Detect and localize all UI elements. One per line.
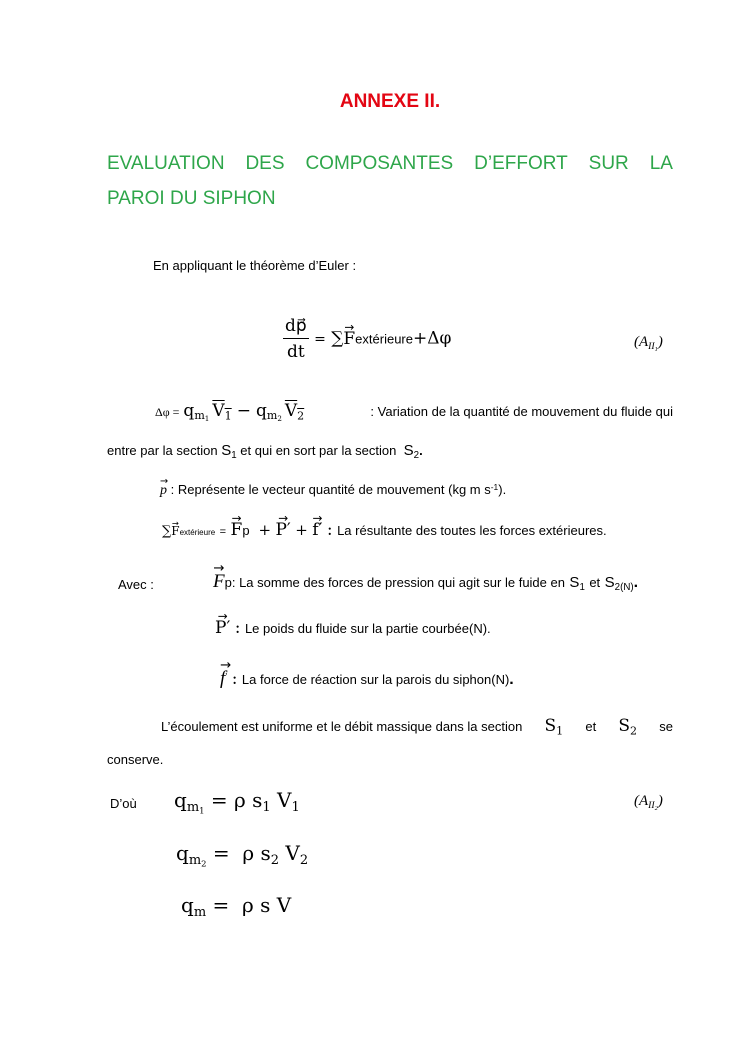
euler-equation [283, 316, 451, 362]
mass-flow-equation-2 [176, 841, 308, 868]
q-symbol: q [183, 401, 195, 421]
rhs: = ρ s V [212, 893, 292, 917]
v-sub: 1 [291, 799, 300, 815]
q-sub: m [194, 409, 205, 423]
fp-subscript: p [242, 523, 250, 538]
equation-label-1 [634, 334, 663, 353]
equals-sign: = [219, 526, 227, 538]
q-symbol: q [181, 893, 194, 917]
weight-vector: → P′ [215, 618, 230, 638]
s-sub: 2 [270, 852, 280, 868]
label-close: ) [657, 793, 663, 809]
colon: : [231, 669, 238, 689]
label-subsub: 2 [654, 804, 658, 812]
plus-sign: + [258, 521, 272, 539]
section-s1 [221, 442, 236, 459]
label-text: (A [634, 334, 649, 350]
dou-label: D’où [110, 796, 137, 811]
weight-vector: → P′ [275, 520, 290, 540]
v2-vector [285, 401, 304, 422]
s-sub: 1 [579, 581, 585, 593]
intro-text: En appliquant le théorème d’Euler : [153, 258, 357, 273]
q-subsub: 2 [277, 414, 282, 424]
avec-item-pressure [213, 571, 638, 593]
and-word: et [585, 719, 597, 734]
delta-description: : Variation de la quantité de mouvement du fluide qui [370, 404, 673, 419]
fraction-denominator: dt [286, 342, 305, 362]
q-subsub: 1 [204, 414, 210, 424]
text-part: entre par la section [107, 443, 218, 458]
s-sub: 1 [231, 449, 237, 461]
plus-sign: + [295, 521, 308, 539]
heading-line-2: PAROI DU SIPHON [107, 188, 276, 209]
s-sub: 1 [262, 799, 271, 815]
period: . [633, 574, 639, 591]
delta-lhs: Δφ = [155, 405, 180, 419]
q-sub: m [193, 904, 207, 920]
flow-text: se [659, 719, 673, 734]
reaction-description: La force de réaction sur la parois du siphon(N) [241, 672, 510, 687]
p-definition [160, 482, 506, 499]
heading-word: COMPOSANTES [305, 153, 454, 174]
qm1-term [183, 401, 209, 423]
q-sub: m [266, 409, 278, 423]
equation-label-2 [634, 793, 663, 812]
weight-description: Le poids du fluide sur la partie courbée(N). [244, 621, 491, 636]
q-symbol: q [255, 401, 267, 421]
s-sub: 2 [413, 449, 420, 461]
and-word: et [589, 575, 601, 590]
fraction-numerator: dp⃗ [283, 316, 309, 339]
label-subsub: 1 [654, 345, 658, 353]
prime-mark: ’ [225, 671, 228, 682]
label-text: (A [634, 793, 649, 809]
period: . [509, 671, 514, 688]
heading-line-1 [107, 146, 673, 181]
p-vector: → p [160, 483, 167, 499]
section-heading [107, 146, 673, 216]
q-symbol: q [174, 788, 187, 812]
sum-symbol: ∑ [162, 524, 172, 539]
reaction-vector: → f [220, 668, 225, 690]
flow-paragraph-line-2: conserve. [107, 752, 164, 767]
flow-paragraph-line-1 [161, 716, 673, 737]
section-s2 [605, 574, 634, 591]
v-sub: 1 [224, 409, 232, 423]
sum-description: La résultante des toutes les forces extérieures. [337, 523, 607, 538]
annex-title: ANNEXE II. [339, 91, 441, 112]
delta-definition-line-2 [107, 442, 423, 461]
p-text: : Représente le vecteur quantité de mouvement (kg m s [170, 482, 491, 498]
heading-word: SUR [588, 153, 629, 174]
v-symbol: V [284, 401, 298, 421]
qm2-term [256, 401, 282, 423]
fp-vector: → F [231, 520, 243, 540]
s-sub: 2 [614, 581, 621, 593]
v-sub: 2 [299, 852, 309, 868]
label-sub: II [648, 340, 655, 352]
unit: (N) [620, 581, 634, 593]
exponent: -1 [490, 482, 499, 492]
section-s2 [404, 442, 419, 459]
section-s2 [618, 716, 637, 737]
period: . [419, 443, 423, 458]
pressure-subscript: p [224, 575, 232, 590]
pressure-force-vector: → F [213, 571, 225, 593]
force-subscript: extérieure [355, 331, 413, 347]
s-symbol: S [569, 574, 580, 591]
force-vector: → F [343, 329, 355, 349]
heading-word: DES [245, 153, 285, 174]
equation-fraction [283, 316, 309, 362]
sum-definition [162, 520, 607, 540]
rhs: = ρ s [212, 841, 271, 865]
v-sub: 2 [297, 409, 305, 423]
q-subsub: 1 [199, 805, 205, 816]
label-sub: II [648, 799, 655, 811]
delta-definition [155, 401, 673, 423]
pressure-description: : La somme des forces de pression qui agit sur le fuide en [231, 575, 565, 590]
rhs: = ρ s [210, 788, 263, 812]
s-sub: 2 [630, 724, 638, 738]
q-symbol: q [176, 841, 189, 865]
minus-sign: − [236, 401, 251, 421]
heading-word: LA [649, 153, 673, 174]
v1-vector [212, 401, 231, 422]
q-sub: m [188, 852, 202, 868]
equals-sign: = [314, 331, 326, 348]
colon: : [326, 520, 333, 540]
s-symbol: S [403, 442, 414, 459]
force-vector: → F [171, 524, 179, 538]
heading-word: EVALUATION [107, 153, 225, 174]
s-symbol: S [604, 574, 615, 591]
q-subsub: 2 [201, 858, 207, 869]
avec-label: Avec : [118, 577, 154, 592]
v-symbol: V [285, 841, 300, 865]
p-close: ). [498, 482, 507, 498]
section-s1 [545, 716, 564, 737]
s-sub: 1 [556, 724, 564, 738]
mass-flow-equation-3 [181, 893, 291, 920]
text-part: et qui en sort par la section [240, 443, 397, 458]
heading-word: D’EFFORT [474, 153, 568, 174]
avec-item-weight [215, 618, 491, 638]
s-symbol: S [221, 442, 232, 459]
s-symbol: S [618, 716, 631, 736]
mass-flow-equation-1 [174, 788, 300, 815]
reaction-vector: → f′ [312, 520, 322, 540]
delta-term: +Δφ [412, 328, 452, 349]
v-symbol: V [212, 401, 225, 421]
avec-item-reaction [220, 668, 514, 690]
sum-symbol: ∑ [331, 328, 344, 349]
v-symbol: V [277, 788, 292, 812]
q-sub: m [186, 799, 200, 815]
force-subscript: extérieure [179, 528, 216, 537]
colon: : [234, 618, 241, 638]
s-symbol: S [544, 716, 557, 736]
label-close: ) [657, 334, 663, 350]
section-s1 [569, 574, 584, 591]
flow-text: L’écoulement est uniforme et le débit massique dans la section [161, 719, 523, 734]
